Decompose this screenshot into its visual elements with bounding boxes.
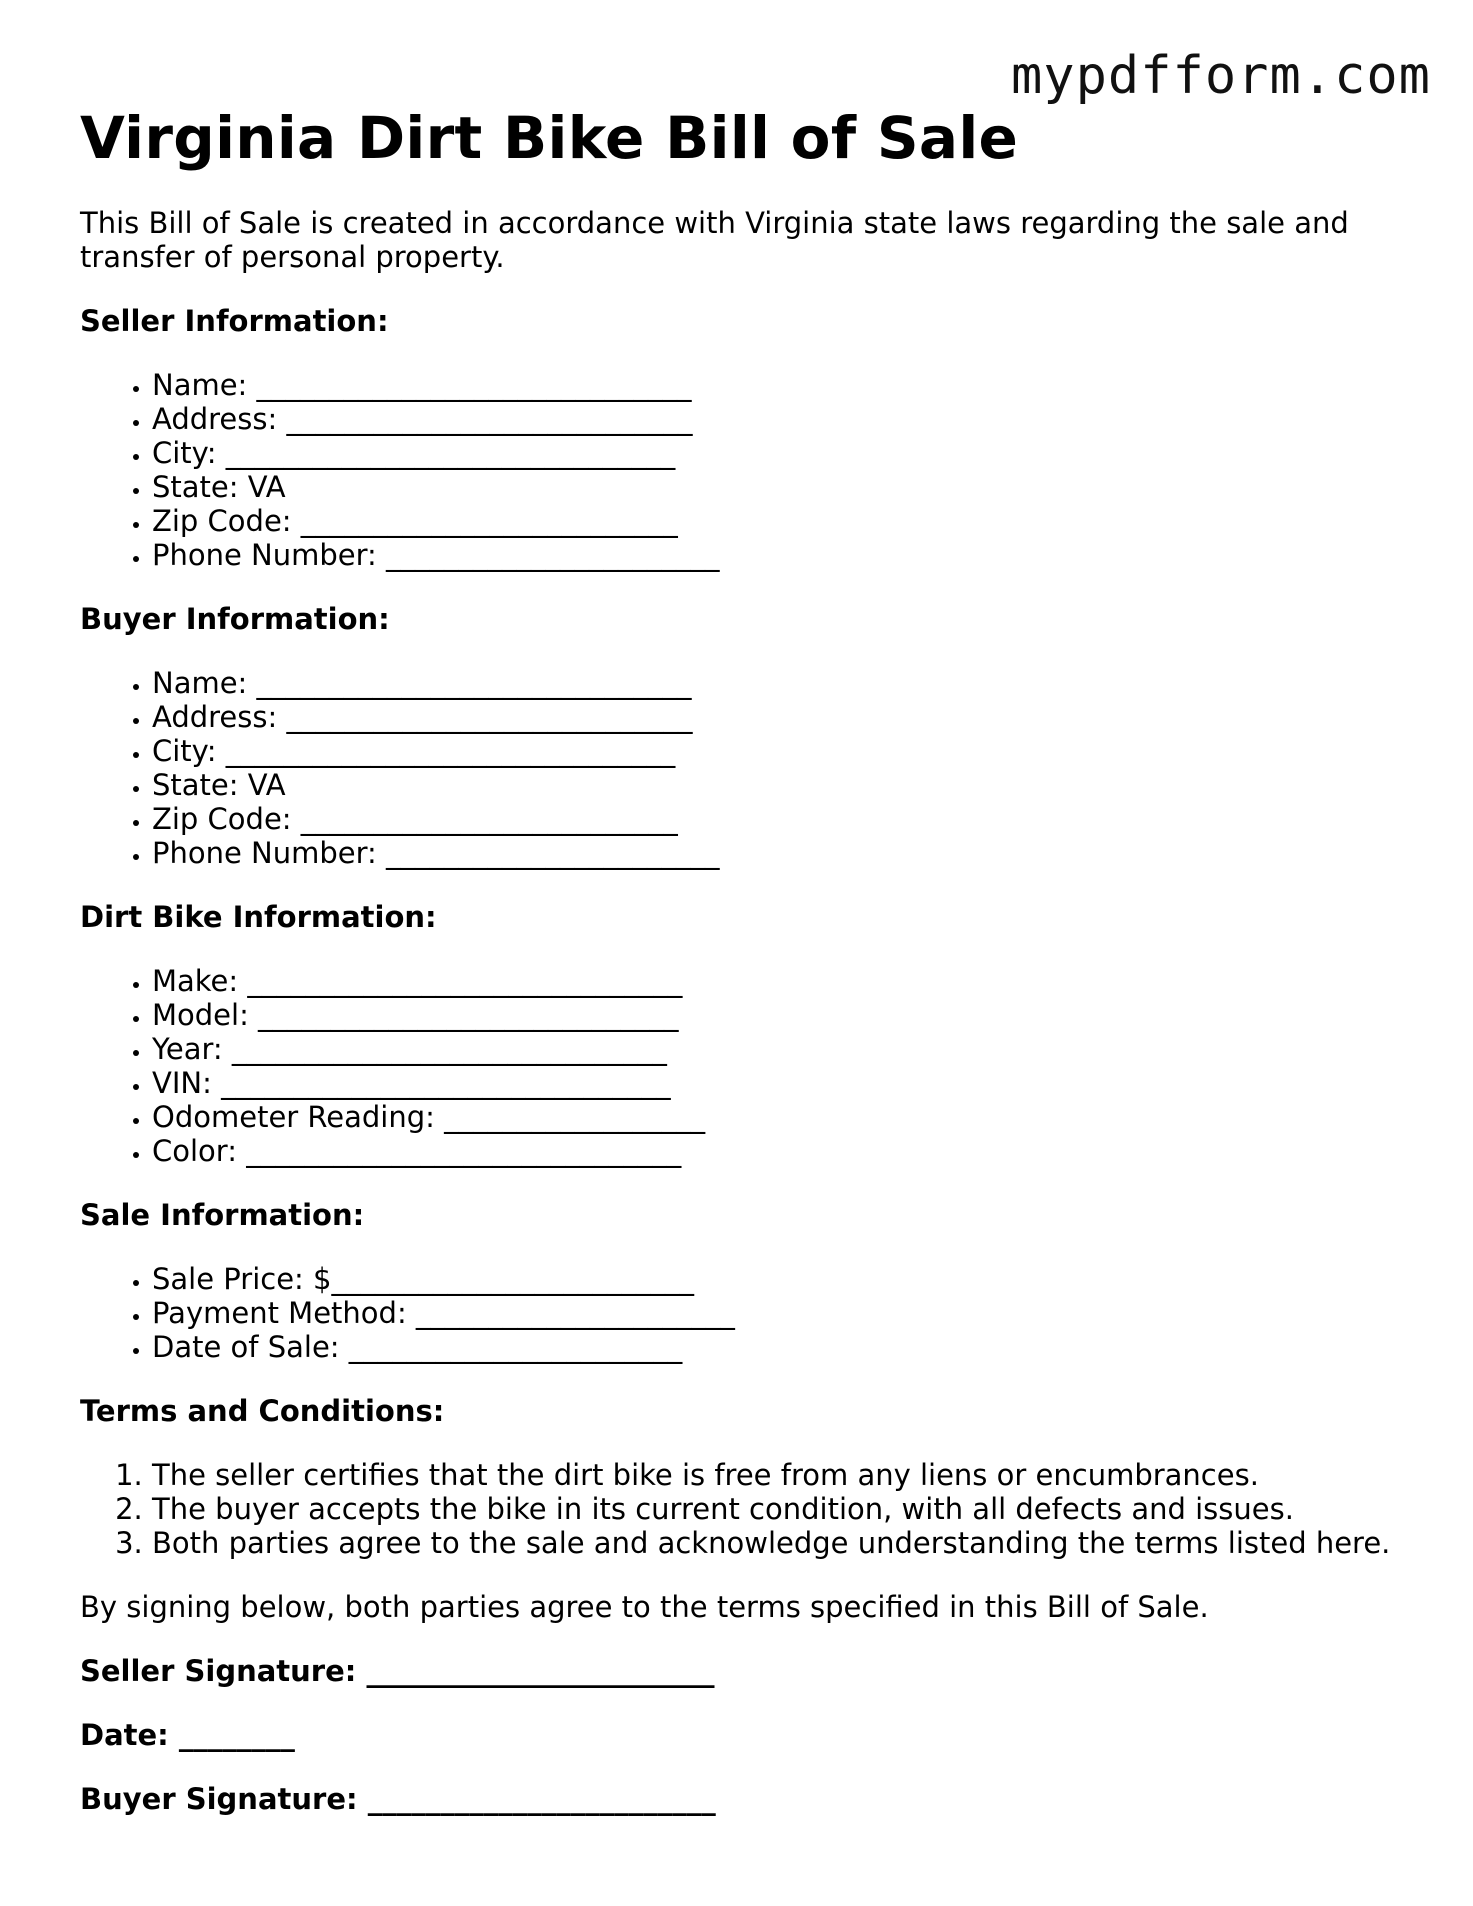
buyer-address-field: • Address: ____________________________ <box>152 700 1410 734</box>
seller-zip-field: • Zip Code: __________________________ <box>152 504 1410 538</box>
bike-color-field: • Color: ______________________________ <box>152 1134 1410 1168</box>
seller-phone-field: • Phone Number: _______________________ <box>152 538 1410 572</box>
payment-method-field: • Payment Method: ______________________ <box>152 1296 1410 1330</box>
buyer-city-field: • City: _______________________________ <box>152 734 1410 768</box>
bike-section-heading: Dirt Bike Information: <box>80 900 437 934</box>
buyer-name-field: • Name: ______________________________ <box>152 666 1410 700</box>
terms-list <box>80 1458 1410 1560</box>
buyer-phone-field: • Phone Number: _______________________ <box>152 836 1410 870</box>
intro-paragraph: This Bill of Sale is created in accordance with Virginia state laws regarding the sale and transfer of personal property. <box>80 206 1349 274</box>
buyer-state-field: • State: VA <box>152 768 1410 802</box>
sale-fields-list <box>80 1262 1410 1364</box>
watermark-text: mypdfform.com <box>1011 46 1431 106</box>
term-item: 2. The buyer accepts the bike in its current condition, with all defects and issues. <box>152 1492 1410 1526</box>
page-title: Virginia Dirt Bike Bill of Sale <box>80 104 1019 172</box>
closing-paragraph: By signing below, both parties agree to the terms specified in this Bill of Sale. <box>80 1590 1209 1624</box>
seller-state-field: • State: VA <box>152 470 1410 504</box>
seller-address-field: • Address: ____________________________ <box>152 402 1410 436</box>
seller-fields-list <box>80 368 1410 572</box>
sale-section-heading: Sale Information: <box>80 1198 365 1232</box>
term-item: 1. The seller certifies that the dirt bike is free from any liens or encumbrances. <box>152 1458 1410 1492</box>
sale-date-field: • Date of Sale: _______________________ <box>152 1330 1410 1364</box>
buyer-zip-field: • Zip Code: __________________________ <box>152 802 1410 836</box>
buyer-fields-list <box>80 666 1410 870</box>
term-item: 3. Both parties agree to the sale and acknowledge understanding the terms listed here. <box>152 1526 1410 1560</box>
sale-price-field: • Sale Price: $_________________________ <box>152 1262 1410 1296</box>
bike-make-field: • Make: ______________________________ <box>152 964 1410 998</box>
bike-odometer-field: • Odometer Reading: __________________ <box>152 1100 1410 1134</box>
buyer-signature-line: Buyer Signature: ________________________ <box>80 1782 716 1816</box>
terms-section-heading: Terms and Conditions: <box>80 1394 445 1428</box>
seller-city-field: • City: _______________________________ <box>152 436 1410 470</box>
bike-fields-list <box>80 964 1410 1168</box>
seller-section-heading: Seller Information: <box>80 304 389 338</box>
bike-vin-field: • VIN: _______________________________ <box>152 1066 1410 1100</box>
buyer-section-heading: Buyer Information: <box>80 602 390 636</box>
seller-name-field: • Name: ______________________________ <box>152 368 1410 402</box>
seller-signature-line: Seller Signature: ________________________ <box>80 1654 715 1688</box>
bike-model-field: • Model: _____________________________ <box>152 998 1410 1032</box>
date-line: Date: ________ <box>80 1718 295 1752</box>
document-page <box>80 98 1410 1816</box>
bike-year-field: • Year: ______________________________ <box>152 1032 1410 1066</box>
